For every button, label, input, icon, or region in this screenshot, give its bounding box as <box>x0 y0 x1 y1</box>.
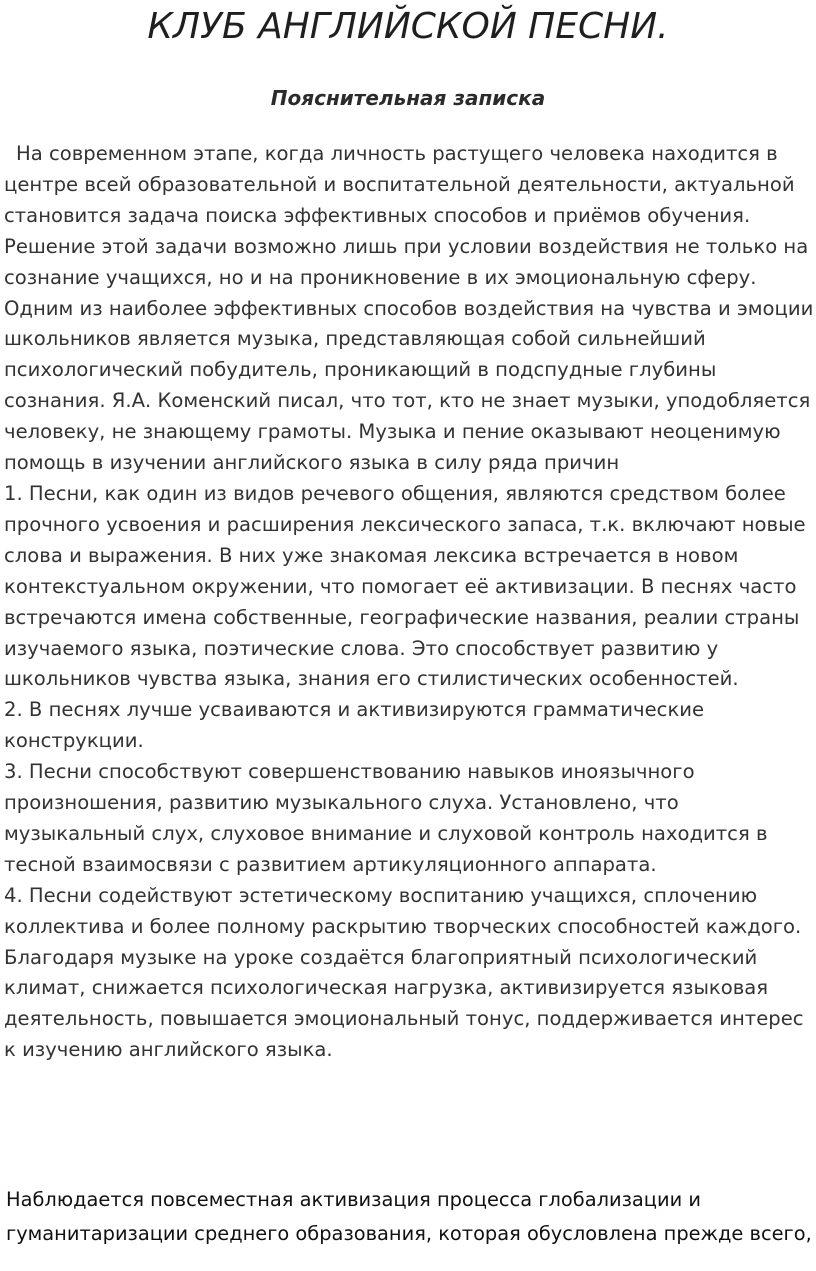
reason-4-paragraph: 4. Песни содействуют эстетическому воспитанию учащихся, сплочению коллектива и более полному раскрытию творческих способностей каждого. Благодаря музыке на уроке создаётся благоприятный психологический климат, снижается психологическая нагрузка, активизируется языковая деятельность, повышается эмоциональный тонус, поддерживается интерес к изучению английского языка. <box>4 883 804 1062</box>
next-section-text <box>6 1183 816 1250</box>
reason-3-paragraph: 3. Песни способствуют совершенствованию навыков иноязычного произношения, развитию музыкального слуха. Установлено, что музыкальный слух, слуховое внимание и слуховой контроль находится в тесной взаимосвязи с развитием артикуляционного аппарата. <box>4 760 768 876</box>
page-subtitle: Пояснительная записка <box>270 86 546 110</box>
intro-paragraph: На современном этапе, когда личность растущего человека находится в центре всей образовательной и воспитательной деятельности, актуальной становится задача поиска эффективных способов и приёмов обучения. Решение этой задачи возможно лишь при условии воздействия не только на сознание учащихся, но и на проникновение в их эмоциональную сферу. Одним из наиболее эффективных способов воздействия на чувства и эмоции школьников является музыка, представляющая собой сильнейший психологический побудитель, проникающий в подспудные глубины сознания. Я.А. Коменский писал, что тот, кто не знает музыки, уподобляется человеку, не знающему грамоты. Музыка и пение оказывают неоценимую помощь в изучении английского языка в силу ряда причин <box>4 142 814 475</box>
document-body <box>4 139 816 1066</box>
page-title: КЛУБ АНГЛИЙСКОЙ ПЕСНИ. <box>147 6 669 47</box>
globalization-paragraph: Наблюдается повсеместная активизация процесса глобализации и гуманитаризации среднего образования, которая обусловлена прежде всего, <box>6 1188 812 1245</box>
reason-1-paragraph: 1. Песни, как один из видов речевого общения, являются средством более прочного усвоения и расширения лексического запаса, т.к. включают новые слова и выражения. В них уже знакомая лексика встречается в новом контекстуальном окружении, что помогает её активизации. В песнях часто встречаются имена собственные, географические названия, реалии страны изучаемого языка, поэтические слова. Это способствует развитию у школьников чувства языка, знания его стилистических особенностей. <box>4 481 806 691</box>
reason-2-paragraph: 2. В песнях лучше усваиваются и активизируются грамматические конструкции. <box>4 698 705 753</box>
